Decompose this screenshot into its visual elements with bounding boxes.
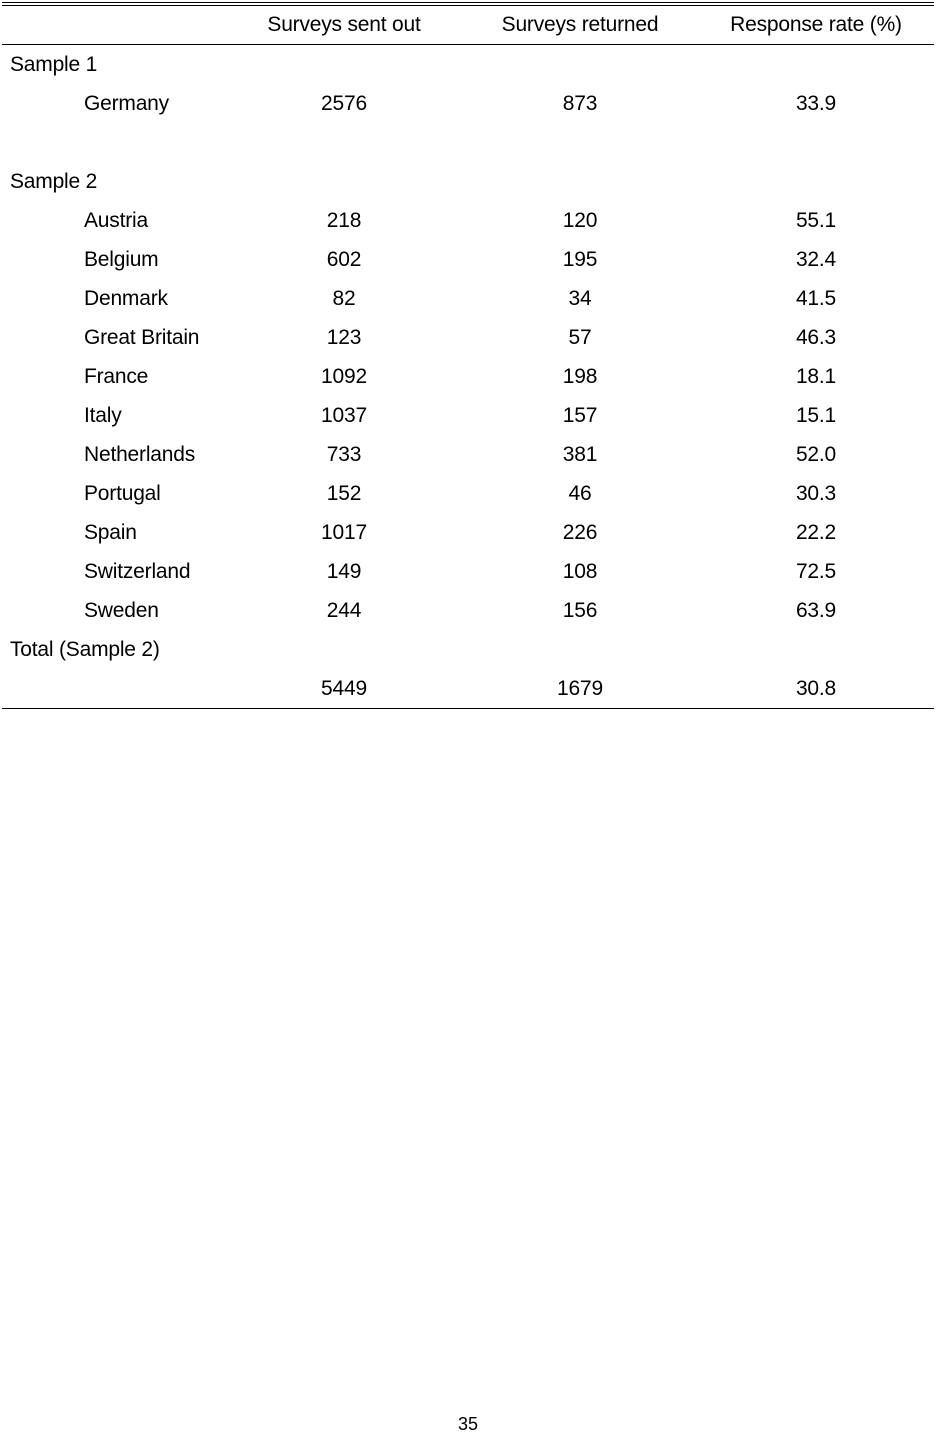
country-cell: Sweden xyxy=(84,599,159,622)
rate-cell: 46.3 xyxy=(795,326,837,349)
table-row xyxy=(2,435,934,474)
country-cell: Austria xyxy=(84,209,148,232)
table-row xyxy=(2,357,934,396)
returned-cell: 195 xyxy=(562,248,598,271)
rate-cell: 30.3 xyxy=(795,482,837,505)
sent-cell: 1037 xyxy=(321,404,367,427)
country-cell: Switzerland xyxy=(84,560,191,583)
group-row-sample-2 xyxy=(2,162,934,201)
survey-response-table-container xyxy=(2,2,934,709)
sent-cell: 733 xyxy=(326,443,362,466)
returned-cell: 57 xyxy=(568,326,592,349)
header-response-rate: Response rate (%) xyxy=(698,6,934,45)
header-label-cell xyxy=(2,6,226,45)
header-surveys-returned: Surveys returned xyxy=(462,6,698,45)
returned-cell: 873 xyxy=(562,92,598,115)
country-cell: Germany xyxy=(84,92,169,115)
rate-cell: 32.4 xyxy=(795,248,837,271)
country-cell: Great Britain xyxy=(84,326,200,349)
sent-cell: 2576 xyxy=(321,92,367,115)
country-cell: Portugal xyxy=(84,482,161,505)
total-label: Total (Sample 2) xyxy=(10,638,160,661)
total-sent-cell: 5449 xyxy=(226,669,462,709)
survey-response-table xyxy=(2,6,934,709)
table-row xyxy=(2,513,934,552)
total-values-row xyxy=(2,669,934,709)
country-cell: Belgium xyxy=(84,248,159,271)
sent-cell: 152 xyxy=(326,482,362,505)
spacer-row xyxy=(2,123,934,162)
returned-cell: 156 xyxy=(562,599,598,622)
returned-cell: 381 xyxy=(562,443,598,466)
table-row xyxy=(2,396,934,435)
table-row xyxy=(2,279,934,318)
rate-cell: 22.2 xyxy=(795,521,837,544)
rate-cell: 63.9 xyxy=(795,599,837,622)
country-cell: France xyxy=(84,365,149,388)
sent-cell: 82 xyxy=(332,287,356,310)
rate-cell: 33.9 xyxy=(795,92,837,115)
table-row xyxy=(2,474,934,513)
country-cell: Netherlands xyxy=(84,443,196,466)
sent-cell: 1092 xyxy=(321,365,367,388)
table-row xyxy=(2,84,934,123)
sent-cell: 244 xyxy=(326,599,362,622)
rate-cell: 55.1 xyxy=(795,209,837,232)
returned-cell: 120 xyxy=(562,209,598,232)
returned-cell: 157 xyxy=(562,404,598,427)
table-row xyxy=(2,201,934,240)
rate-cell: 18.1 xyxy=(795,365,837,388)
table-row xyxy=(2,591,934,630)
total-returned-cell: 1679 xyxy=(462,669,698,709)
rate-cell: 41.5 xyxy=(795,287,837,310)
country-cell: Italy xyxy=(84,404,122,427)
sent-cell: 218 xyxy=(326,209,362,232)
country-cell: Spain xyxy=(84,521,137,544)
returned-cell: 46 xyxy=(568,482,592,505)
table-row xyxy=(2,240,934,279)
group-row-sample-1 xyxy=(2,45,934,85)
table-row xyxy=(2,318,934,357)
header-surveys-sent: Surveys sent out xyxy=(226,6,462,45)
returned-cell: 34 xyxy=(568,287,592,310)
table-row xyxy=(2,552,934,591)
table-header-row xyxy=(2,6,934,45)
group-label: Sample 1 xyxy=(10,53,98,76)
page-number: 35 xyxy=(457,1414,479,1434)
rate-cell: 72.5 xyxy=(795,560,837,583)
group-label: Sample 2 xyxy=(10,170,98,193)
sent-cell: 602 xyxy=(326,248,362,271)
sent-cell: 149 xyxy=(326,560,362,583)
total-label-row xyxy=(2,630,934,669)
sent-cell: 1017 xyxy=(321,521,367,544)
returned-cell: 226 xyxy=(562,521,598,544)
returned-cell: 198 xyxy=(562,365,598,388)
rate-cell: 52.0 xyxy=(795,443,837,466)
rate-cell: 15.1 xyxy=(795,404,837,427)
country-cell: Denmark xyxy=(84,287,168,310)
sent-cell: 123 xyxy=(326,326,362,349)
total-rate-cell: 30.8 xyxy=(698,669,934,709)
returned-cell: 108 xyxy=(562,560,598,583)
